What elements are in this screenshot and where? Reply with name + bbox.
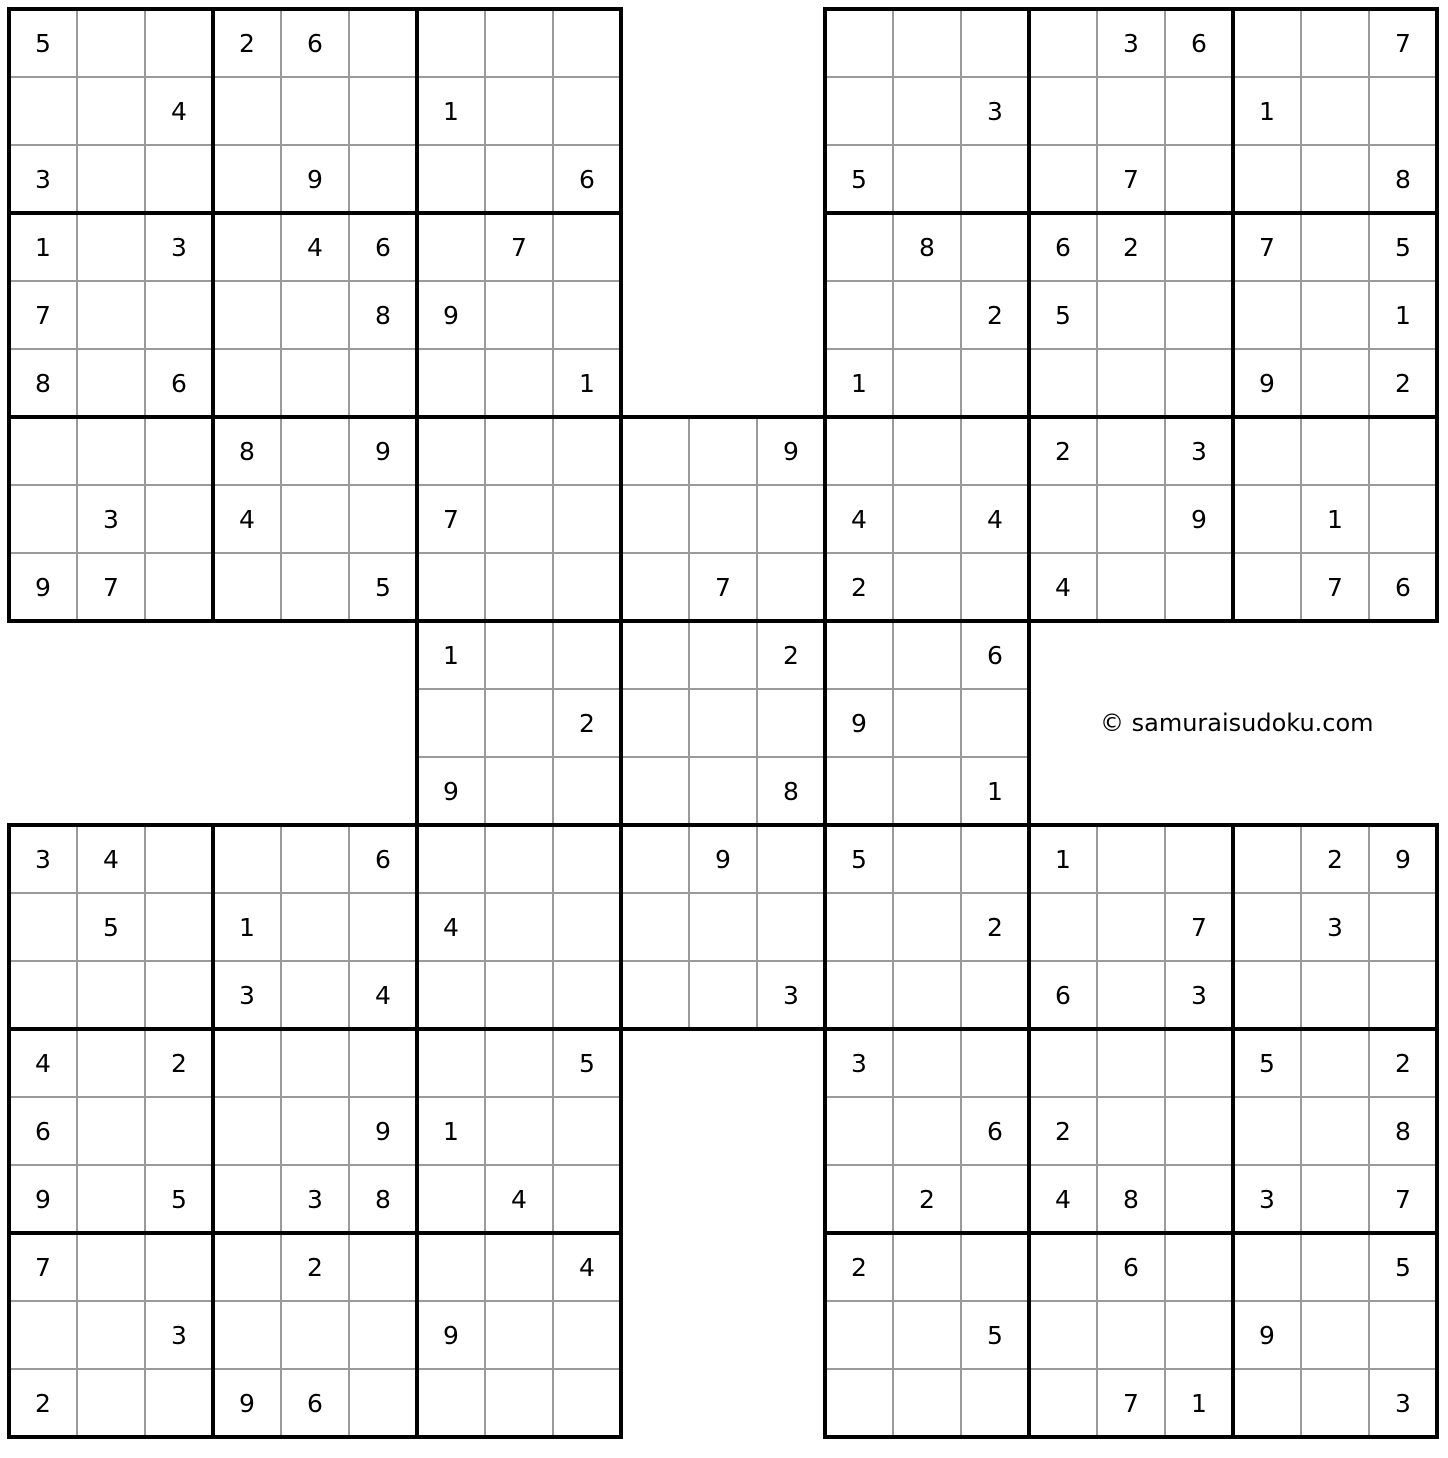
sudoku-given-cell[interactable]: 9 (9, 1165, 77, 1233)
cell-border-line (823, 348, 1439, 350)
sudoku-given-cell[interactable]: 7 (1097, 145, 1165, 213)
cell-border-line (415, 552, 1031, 554)
sudoku-given-cell[interactable]: 2 (553, 689, 621, 757)
sudoku-given-cell[interactable]: 2 (213, 9, 281, 77)
sudoku-given-cell[interactable]: 3 (961, 77, 1029, 145)
sudoku-given-cell[interactable]: 3 (9, 825, 77, 893)
sudoku-given-cell[interactable]: 1 (213, 893, 281, 961)
sudoku-given-cell[interactable]: 8 (893, 213, 961, 281)
box-border-line (1027, 823, 1031, 1439)
sudoku-given-cell[interactable]: 1 (9, 213, 77, 281)
sudoku-given-cell[interactable]: 6 (1369, 553, 1437, 621)
cell-border-line (7, 280, 623, 282)
sudoku-given-cell[interactable]: 6 (281, 1369, 349, 1437)
sudoku-given-cell[interactable]: 6 (1097, 1233, 1165, 1301)
cell-border-line (756, 415, 758, 1031)
sudoku-given-cell[interactable]: 9 (689, 825, 757, 893)
sudoku-given-cell[interactable]: 9 (349, 417, 417, 485)
cell-border-line (280, 823, 282, 1439)
sudoku-given-cell[interactable]: 5 (553, 1029, 621, 1097)
sudoku-given-cell[interactable]: 9 (281, 145, 349, 213)
cell-border-line (7, 1164, 623, 1166)
sudoku-given-cell[interactable]: 7 (9, 1233, 77, 1301)
cell-border-line (552, 823, 554, 1439)
sudoku-given-cell[interactable]: 2 (961, 281, 1029, 349)
sudoku-given-cell[interactable]: 9 (1233, 349, 1301, 417)
sudoku-given-cell[interactable]: 5 (1029, 281, 1097, 349)
sudoku-given-cell[interactable]: 5 (961, 1301, 1029, 1369)
cell-border-line (960, 823, 962, 1439)
cell-border-line (823, 280, 1439, 282)
sudoku-given-cell[interactable]: 8 (1369, 145, 1437, 213)
cell-border-line (7, 1096, 623, 1098)
sudoku-given-cell[interactable]: 4 (553, 1233, 621, 1301)
cell-border-line (1164, 823, 1166, 1439)
cell-border-line (415, 484, 1031, 486)
sudoku-given-cell[interactable]: 7 (9, 281, 77, 349)
sudoku-given-cell[interactable]: 1 (417, 77, 485, 145)
cell-border-line (280, 7, 282, 623)
box-border-line (7, 823, 623, 827)
sudoku-given-cell[interactable]: 3 (1165, 417, 1233, 485)
box-border-line (1231, 823, 1235, 1439)
sudoku-given-cell[interactable]: 8 (213, 417, 281, 485)
sudoku-given-cell[interactable]: 6 (1029, 961, 1097, 1029)
box-border-line (415, 619, 1031, 623)
box-border-line (415, 415, 1031, 419)
sudoku-given-cell[interactable]: 8 (349, 1165, 417, 1233)
sudoku-given-cell[interactable]: 4 (145, 77, 213, 145)
box-border-line (7, 7, 623, 11)
box-border-line (7, 1231, 623, 1235)
sudoku-given-cell[interactable]: 2 (145, 1029, 213, 1097)
sudoku-given-cell[interactable]: 5 (1233, 1029, 1301, 1097)
sudoku-given-cell[interactable]: 1 (1029, 825, 1097, 893)
sudoku-given-cell[interactable]: 6 (145, 349, 213, 417)
cell-border-line (348, 7, 350, 623)
sudoku-given-cell[interactable]: 8 (1369, 1097, 1437, 1165)
sudoku-given-cell[interactable]: 1 (1233, 77, 1301, 145)
box-border-line (7, 7, 11, 623)
cell-border-line (7, 144, 623, 146)
cell-border-line (1164, 7, 1166, 623)
cell-border-line (7, 892, 623, 894)
sudoku-given-cell[interactable]: 7 (1097, 1369, 1165, 1437)
sudoku-given-cell[interactable]: 9 (1165, 485, 1233, 553)
sudoku-given-cell[interactable]: 7 (1369, 1165, 1437, 1233)
sudoku-given-cell[interactable]: 4 (77, 825, 145, 893)
sudoku-given-cell[interactable]: 2 (1301, 825, 1369, 893)
copyright-credit: © samuraisudoku.com (1100, 709, 1374, 737)
cell-border-line (484, 823, 486, 1439)
box-border-line (619, 823, 623, 1439)
box-border-line (211, 7, 215, 623)
sudoku-given-cell[interactable]: 6 (961, 621, 1029, 689)
box-border-line (7, 211, 623, 215)
cell-border-line (144, 7, 146, 623)
sudoku-given-cell[interactable]: 9 (825, 689, 893, 757)
sudoku-given-cell[interactable]: 3 (1301, 893, 1369, 961)
sudoku-given-cell[interactable]: 2 (1029, 1097, 1097, 1165)
cell-border-line (688, 415, 690, 1031)
sudoku-given-cell[interactable]: 2 (825, 1233, 893, 1301)
sudoku-given-cell[interactable]: 6 (9, 1097, 77, 1165)
cell-border-line (415, 756, 1031, 758)
cell-border-line (1096, 7, 1098, 623)
sudoku-given-cell[interactable]: 3 (1369, 1369, 1437, 1437)
sudoku-given-cell[interactable]: 7 (417, 485, 485, 553)
sudoku-given-cell[interactable]: 7 (1165, 893, 1233, 961)
cell-border-line (7, 960, 623, 962)
sudoku-given-cell[interactable]: 6 (349, 825, 417, 893)
sudoku-given-cell[interactable]: 6 (281, 9, 349, 77)
sudoku-given-cell[interactable]: 9 (417, 1301, 485, 1369)
sudoku-given-cell[interactable]: 1 (1301, 485, 1369, 553)
sudoku-given-cell[interactable]: 9 (349, 1097, 417, 1165)
box-border-line (1435, 823, 1439, 1439)
cell-border-line (823, 1096, 1439, 1098)
box-border-line (415, 823, 419, 1439)
sudoku-given-cell[interactable]: 6 (553, 145, 621, 213)
sudoku-given-cell[interactable]: 1 (1369, 281, 1437, 349)
sudoku-given-cell[interactable]: 1 (825, 349, 893, 417)
sudoku-given-cell[interactable]: 3 (825, 1029, 893, 1097)
cell-border-line (823, 76, 1439, 78)
cell-border-line (823, 960, 1439, 962)
sudoku-given-cell[interactable]: 1 (417, 1097, 485, 1165)
sudoku-given-cell[interactable]: 1 (961, 757, 1029, 825)
sudoku-given-cell[interactable]: 3 (77, 485, 145, 553)
sudoku-given-cell[interactable]: 3 (145, 213, 213, 281)
sudoku-given-cell[interactable]: 4 (961, 485, 1029, 553)
cell-border-line (1096, 823, 1098, 1439)
sudoku-given-cell[interactable]: 7 (485, 213, 553, 281)
sudoku-given-cell[interactable]: 7 (1301, 553, 1369, 621)
sudoku-given-cell[interactable]: 4 (213, 485, 281, 553)
sudoku-given-cell[interactable]: 6 (961, 1097, 1029, 1165)
sudoku-given-cell[interactable]: 8 (1097, 1165, 1165, 1233)
sudoku-given-cell[interactable]: 4 (281, 213, 349, 281)
cell-border-line (1368, 823, 1370, 1439)
sudoku-given-cell[interactable]: 3 (145, 1301, 213, 1369)
sudoku-given-cell[interactable]: 2 (825, 553, 893, 621)
sudoku-given-cell[interactable]: 7 (1233, 213, 1301, 281)
sudoku-given-cell[interactable]: 4 (825, 485, 893, 553)
sudoku-given-cell[interactable]: 4 (417, 893, 485, 961)
sudoku-given-cell[interactable]: 4 (349, 961, 417, 1029)
sudoku-given-cell[interactable]: 7 (77, 553, 145, 621)
cell-border-line (415, 688, 1031, 690)
sudoku-given-cell[interactable]: 4 (485, 1165, 553, 1233)
cell-border-line (823, 1164, 1439, 1166)
sudoku-given-cell[interactable]: 6 (349, 213, 417, 281)
sudoku-given-cell[interactable]: 2 (1029, 417, 1097, 485)
cell-border-line (1300, 823, 1302, 1439)
sudoku-given-cell[interactable]: 3 (1165, 961, 1233, 1029)
cell-border-line (1368, 7, 1370, 623)
box-border-line (823, 211, 1439, 215)
box-border-line (823, 7, 1439, 11)
sudoku-given-cell[interactable]: 8 (349, 281, 417, 349)
box-border-line (7, 823, 11, 1439)
cell-border-line (1300, 7, 1302, 623)
cell-border-line (7, 1300, 623, 1302)
box-border-line (1231, 7, 1235, 623)
cell-border-line (7, 76, 623, 78)
sudoku-given-cell[interactable]: 8 (757, 757, 825, 825)
cell-border-line (823, 1368, 1439, 1370)
sudoku-given-cell[interactable]: 2 (961, 893, 1029, 961)
sudoku-given-cell[interactable]: 9 (417, 757, 485, 825)
sudoku-given-cell[interactable]: 3 (1233, 1165, 1301, 1233)
box-border-line (823, 823, 1439, 827)
cell-border-line (892, 823, 894, 1439)
sudoku-given-cell[interactable]: 3 (213, 961, 281, 1029)
sudoku-given-cell[interactable]: 9 (1369, 825, 1437, 893)
sudoku-given-cell[interactable]: 2 (1097, 213, 1165, 281)
sudoku-given-cell[interactable]: 4 (1029, 1165, 1097, 1233)
sudoku-given-cell[interactable]: 4 (1029, 553, 1097, 621)
sudoku-given-cell[interactable]: 1 (417, 621, 485, 689)
sudoku-given-cell[interactable]: 5 (825, 825, 893, 893)
cell-border-line (823, 144, 1439, 146)
sudoku-given-cell[interactable]: 1 (553, 349, 621, 417)
sudoku-given-cell[interactable]: 9 (213, 1369, 281, 1437)
cell-border-line (7, 348, 623, 350)
sudoku-given-cell[interactable]: 9 (757, 417, 825, 485)
sudoku-given-cell[interactable]: 3 (757, 961, 825, 1029)
sudoku-given-cell[interactable]: 6 (1029, 213, 1097, 281)
sudoku-given-cell[interactable]: 2 (9, 1369, 77, 1437)
sudoku-given-cell[interactable]: 7 (1369, 9, 1437, 77)
sudoku-given-cell[interactable]: 3 (281, 1165, 349, 1233)
sudoku-given-cell[interactable]: 5 (145, 1165, 213, 1233)
sudoku-given-cell[interactable]: 9 (1233, 1301, 1301, 1369)
cell-border-line (76, 7, 78, 623)
sudoku-given-cell[interactable]: 4 (9, 1029, 77, 1097)
sudoku-given-cell[interactable]: 5 (825, 145, 893, 213)
cell-border-line (7, 1368, 623, 1370)
box-border-line (211, 823, 215, 1439)
sudoku-given-cell[interactable]: 2 (1369, 1029, 1437, 1097)
sudoku-given-cell[interactable]: 5 (9, 9, 77, 77)
cell-border-line (144, 823, 146, 1439)
cell-border-line (823, 892, 1439, 894)
cell-border-line (76, 823, 78, 1439)
sudoku-given-cell[interactable]: 1 (1165, 1369, 1233, 1437)
sudoku-given-cell[interactable]: 3 (9, 145, 77, 213)
box-border-line (823, 823, 827, 1439)
box-border-line (823, 1027, 1439, 1031)
sudoku-given-cell[interactable]: 6 (1165, 9, 1233, 77)
box-border-line (7, 1027, 623, 1031)
sudoku-given-cell[interactable]: 5 (349, 553, 417, 621)
box-border-line (1435, 7, 1439, 623)
box-border-line (823, 1435, 1439, 1439)
sudoku-given-cell[interactable]: 8 (9, 349, 77, 417)
cell-border-line (823, 1300, 1439, 1302)
sudoku-given-cell[interactable]: 9 (417, 281, 485, 349)
cell-border-line (348, 823, 350, 1439)
sudoku-given-cell[interactable]: 5 (1369, 213, 1437, 281)
sudoku-given-cell[interactable]: 5 (77, 893, 145, 961)
box-border-line (823, 1231, 1439, 1235)
sudoku-given-cell[interactable]: 2 (281, 1233, 349, 1301)
sudoku-given-cell[interactable]: 9 (9, 553, 77, 621)
box-border-line (7, 1435, 623, 1439)
sudoku-given-cell[interactable]: 3 (1097, 9, 1165, 77)
sudoku-given-cell[interactable]: 7 (689, 553, 757, 621)
sudoku-given-cell[interactable]: 2 (1369, 349, 1437, 417)
sudoku-given-cell[interactable]: 2 (893, 1165, 961, 1233)
sudoku-given-cell[interactable]: 2 (757, 621, 825, 689)
sudoku-given-cell[interactable]: 5 (1369, 1233, 1437, 1301)
